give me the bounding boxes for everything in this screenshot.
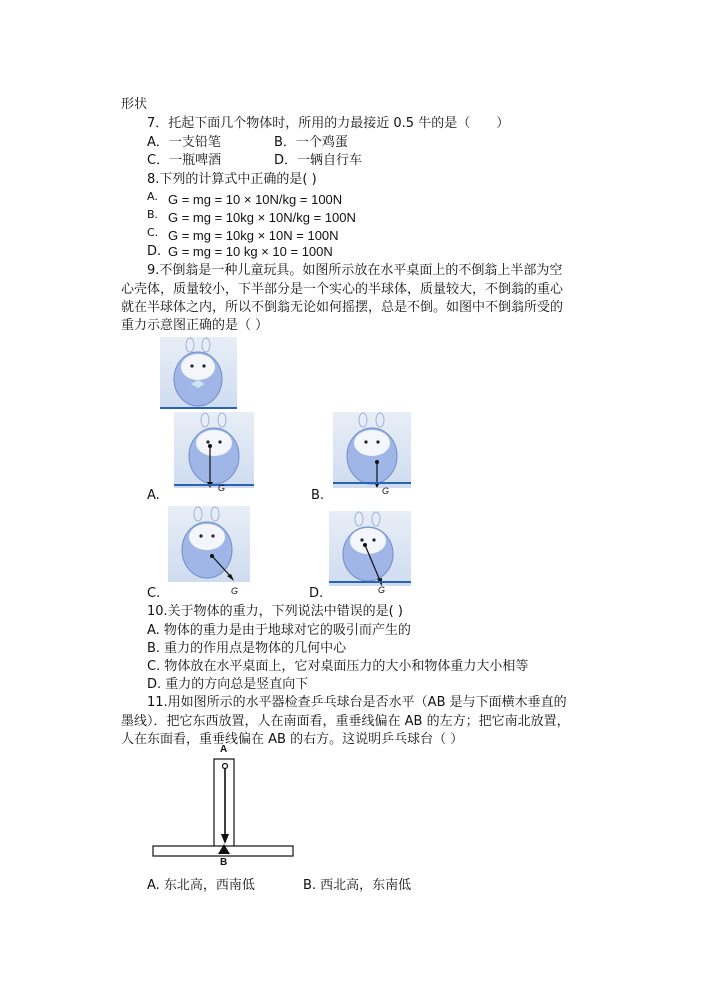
gravity-label: G: [378, 585, 386, 595]
q8-option-d-label: D.: [147, 244, 162, 259]
q11-line-3: 人在东面看，重垂线偏在 AB 的右方。这说明乒乓球台（ ）: [121, 732, 464, 747]
q10-option-c: C. 物体放在水平桌面上，它对桌面压力的大小和物体重力大小相等: [147, 659, 529, 674]
q10-option-a: A. 物体的重力是由于地球对它的吸引而产生的: [147, 623, 411, 638]
q9-option-c-figure[interactable]: [168, 506, 250, 582]
q8-stem: 8.下列的计算式中正确的是( ): [147, 172, 317, 187]
q7-option-a: A．一支铅笔: [147, 135, 221, 150]
point-b-label: B: [220, 857, 228, 868]
q9-option-c-label: C.: [147, 586, 161, 601]
table-surface: [174, 484, 254, 486]
q8-option-c-label: C.: [147, 226, 159, 239]
point-a-label: A: [220, 744, 228, 755]
q8-option-d: G = mg = 10 kg × 10 = 100N: [168, 244, 333, 259]
q8-option-a-label: A.: [147, 190, 158, 203]
q10-option-d: D. 重力的方向总是竖直向下: [147, 677, 309, 692]
gravity-label: G: [382, 486, 390, 496]
q9-option-a-label: A.: [147, 488, 160, 503]
q9-line-4: 重力示意图正确的是（ ）: [121, 318, 269, 333]
gravity-label: G: [218, 483, 226, 493]
table-surface: [160, 407, 237, 409]
q11-option-b: B. 西北高，东南低: [303, 878, 412, 893]
tumbler-doll-icon: [329, 511, 411, 586]
q7-stem: 7．托起下面几个物体时，所用的力最接近 0.5 牛的是（ ）: [147, 116, 510, 131]
table-surface: [333, 482, 411, 484]
q11-line-2: 墨线）．把它东西放置，人在南面看，重垂线偏在 AB 的左方；把它南北放置，: [121, 714, 570, 729]
q9-option-d-label: D.: [309, 586, 324, 601]
table-surface: [329, 581, 411, 583]
spirit-level-figure: [150, 744, 296, 872]
q8-option-c: G = mg = 10kg × 10N = 100N: [168, 228, 339, 243]
q10-option-b: B. 重力的作用点是物体的几何中心: [147, 641, 347, 656]
tumbler-doll-icon: [174, 412, 254, 488]
q8-option-b: G = mg = 10kg × 10N/kg = 100N: [168, 210, 356, 225]
q9-option-b-figure[interactable]: [333, 412, 411, 488]
level-device-diagram: [150, 744, 296, 872]
tumbler-doll-icon: [160, 337, 237, 409]
q9-line-3: 就在半球体之内，所以不倒翁无论如何摇摆，总是不倒。如图中不倒翁所受的: [121, 300, 564, 315]
q9-line-1: 9.不倒翁是一种儿童玩具。如图所示放在水平桌面上的不倒翁上半部为空: [147, 263, 563, 278]
q10-stem: 10.关于物体的重力，下列说法中错误的是( ): [147, 604, 403, 619]
text-fragment: 形状: [121, 97, 148, 112]
q9-option-a-figure[interactable]: [174, 412, 254, 488]
q11-line-1: 11.用如图所示的水平器检查乒乓球台是否水平（AB 是与下面横木垂直的: [147, 695, 567, 710]
tumbler-doll-icon: [333, 412, 411, 488]
q9-option-d-figure[interactable]: [329, 511, 411, 586]
gravity-label: G: [231, 586, 239, 596]
tumbler-figure-main: [160, 337, 237, 409]
q7-option-d: D．一辆自行车: [274, 153, 363, 168]
q7-option-c: C．一瓶啤酒: [147, 153, 222, 168]
q11-option-a: A. 东北高，西南低: [147, 878, 255, 893]
tumbler-doll-icon: [168, 506, 250, 582]
q8-option-a: G = mg = 10 × 10N/kg = 100N: [168, 192, 343, 207]
q8-option-b-label: B.: [147, 208, 159, 221]
q9-option-b-label: B.: [311, 488, 325, 503]
q9-line-2: 心壳体，质量较小，下半部分是一个实心的半球体，质量较大，不倒翁的重心: [121, 282, 564, 297]
q7-option-b: B．一个鸡蛋: [274, 135, 348, 150]
